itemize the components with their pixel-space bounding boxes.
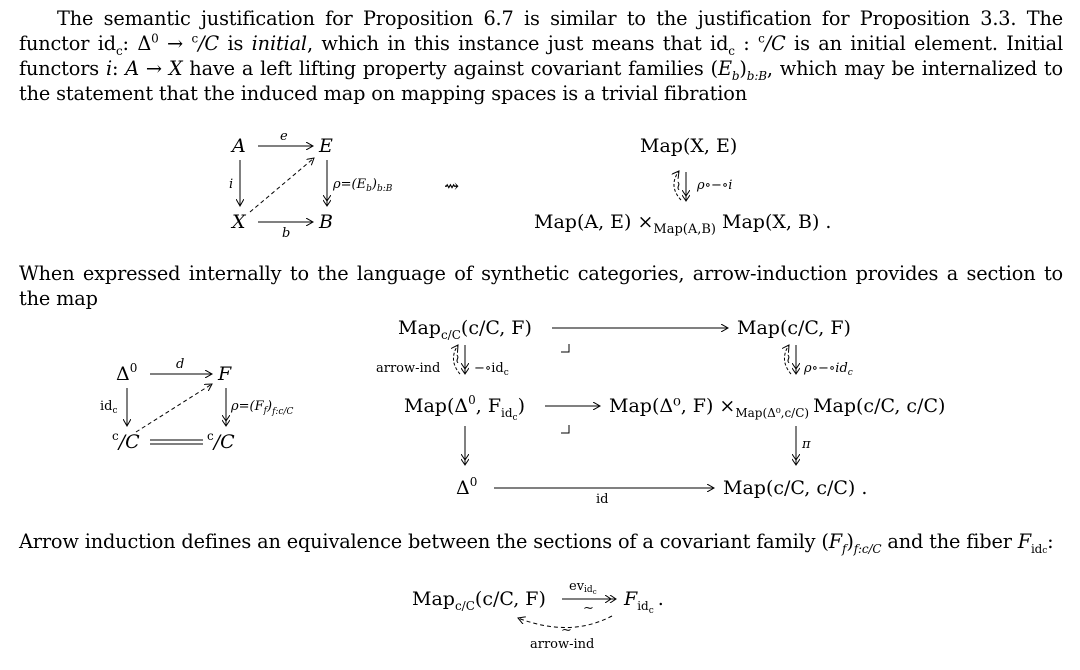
math-F: F (828, 530, 843, 553)
label-d: d (176, 357, 185, 372)
text: ) (739, 57, 747, 80)
label-rho: $\rho=(E_b)_{b:B}$ (333, 177, 393, 194)
equiv-symbol: ≀ (676, 179, 681, 194)
math-id: id (97, 32, 116, 55)
text: is (219, 32, 252, 55)
math-arrow: → (158, 32, 192, 55)
label-arrow-ind: arrow-ind (376, 361, 441, 376)
obj-map-cC-cC: Map(c/C, c/C) . (723, 477, 868, 499)
obj-E: E (319, 135, 333, 157)
equiv-symbol-right: ≀ (786, 352, 791, 367)
obj-map-delta-Fid: $Map(\Delta^0$, $F_{id}c$) (404, 393, 525, 423)
math-sub: id (1030, 541, 1043, 556)
obj-cC-right: $^c$/C (207, 429, 235, 453)
math-delta: : Δ (122, 32, 152, 55)
obj-rel-map: Map$_{c/C}$(c/C, F) (398, 317, 532, 342)
equiv-symbol-left: ≀ (455, 352, 460, 367)
label-ev-right: $\rho\circ-\circ id_c$ (804, 361, 853, 378)
math-arrow: → (139, 57, 169, 80)
label-rho-F: $\rho=(F_f)_{f:c/C}$ (231, 399, 294, 417)
label-map-rho: ρ∘−∘i (697, 178, 733, 193)
squiggle-arrow: ⇝ (444, 176, 460, 197)
label-b: b (282, 226, 291, 241)
obj-cC-left: $^c$/C (112, 429, 140, 453)
text: : (734, 32, 759, 55)
label-ev-left: $-\circ id_c$ (474, 361, 509, 378)
math-slice: /C (198, 32, 220, 55)
label-tilde-dashed: ∼ (561, 623, 572, 638)
math-sub: f:c/C (853, 541, 882, 556)
obj-F: F (218, 363, 232, 385)
obj-B: B (319, 211, 333, 233)
text: Arrow induction defines an equivalence between the sections of a covariant family ( (19, 530, 829, 553)
obj-delta0-bottom: $\Delta^0$ (456, 475, 478, 499)
text: : (1047, 530, 1054, 553)
label-pi: π (802, 437, 811, 452)
text: , which may be internalized to the statement that the induced map on mapping spaces is a trivial fibration (19, 57, 1063, 105)
text: have a left lifting property against covariant families ( (182, 57, 718, 80)
math-sub: b (731, 68, 740, 83)
label-id: id (596, 492, 609, 507)
label-e: e (280, 129, 288, 144)
text: : (111, 57, 126, 80)
label-i: i (229, 177, 234, 192)
label-tilde: ∼ (583, 601, 594, 616)
math-sub: f (842, 541, 847, 556)
math-sup: c (758, 31, 765, 46)
math-sup: c (191, 31, 199, 46)
math-slice: /C (764, 32, 786, 55)
label-arrow-ind-bottom: arrow-ind (530, 637, 595, 652)
obj-map-XE: Map(X, E) (640, 135, 738, 157)
math-subsub: c (1042, 545, 1048, 556)
obj-map-cC-F: Map(c/C, F) (737, 317, 851, 339)
text: , which in this instance just means that id (306, 32, 729, 55)
obj-rel-map-bottom: Map$_{c/C}$(c/C, F) (412, 588, 546, 613)
obj-map-pullback-2: Map(Δ⁰, $F) \times_{Map(\Delta^0,c/C)}$ Map(c/C, c/C) (609, 395, 946, 420)
math-sub: c (728, 43, 735, 58)
emphasis-initial: initial (251, 32, 307, 55)
label-idc: $id_c$ (100, 399, 118, 416)
text: ) (846, 530, 854, 553)
text: and the fiber (881, 530, 1018, 553)
math-X: X (168, 57, 183, 80)
math-sub: b:B (746, 68, 767, 83)
text: When expressed internally to the language of synthetic categories, arrow-induction provides a section to the map (19, 262, 1063, 310)
math-i: i (105, 57, 112, 80)
math-A: A (125, 57, 140, 80)
math-sup: 0 (151, 31, 159, 46)
text: The semantic justification for Proposition 6.7 is similar to the justification for Proposition 3.3. The functor (19, 7, 1063, 55)
obj-delta0: $\Delta^0$ (116, 361, 138, 385)
math-fiber: F (1017, 530, 1031, 553)
text: is an initial element. Initial functors (19, 32, 1063, 80)
obj-fiber: $F_{id}c$. (624, 588, 664, 616)
label-ev: evidc (569, 579, 597, 596)
math-sub: c (115, 43, 123, 58)
obj-map-pullback: Map(A, $E) \times_{Map(A,B)}$ Map(X, B) . (534, 211, 832, 237)
obj-A: A (232, 135, 246, 157)
math-E: E (717, 57, 732, 80)
obj-X: X (232, 211, 246, 233)
